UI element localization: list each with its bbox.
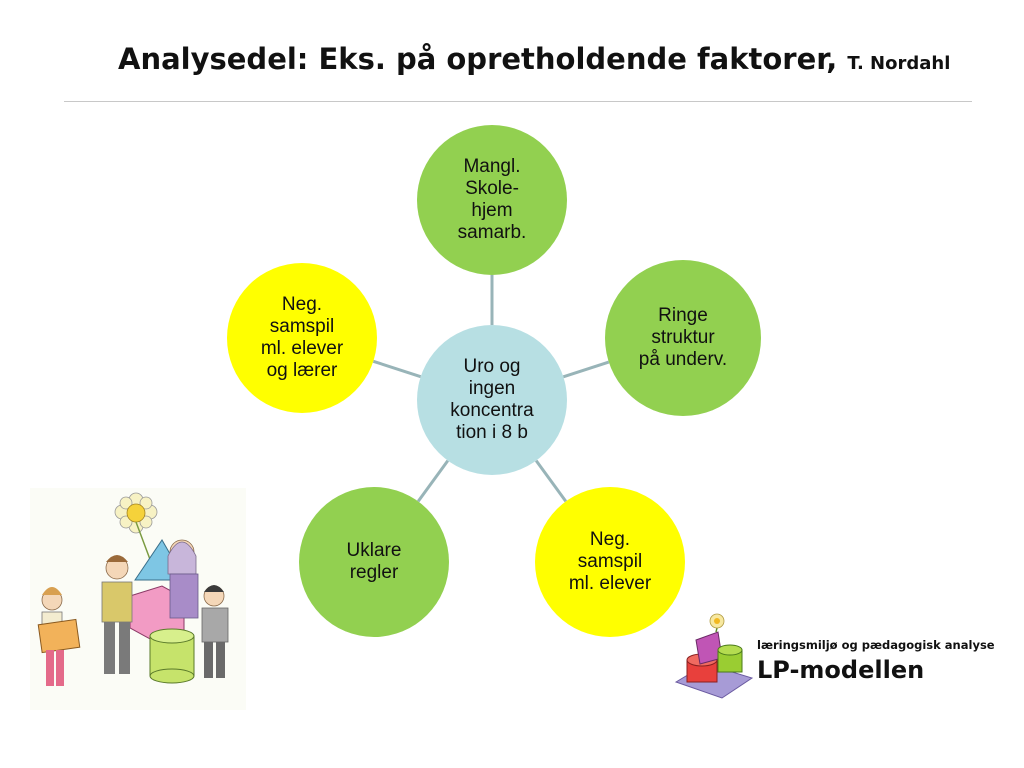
factor-node-top-label-line: hjem <box>471 200 513 221</box>
central-problem-label-line: tion i 8 b <box>456 422 528 443</box>
factor-node-top-label-line: samarb. <box>457 222 527 243</box>
factor-node-right-label-line: Ringe <box>658 305 708 326</box>
central-problem-label-line: koncentra <box>450 400 534 421</box>
factor-node-left-label-line: og lærer <box>266 360 338 381</box>
factor-node-bottom-right-label <box>535 487 685 637</box>
connector-left <box>373 361 420 376</box>
central-problem-label-line: Uro og <box>463 356 521 377</box>
factor-node-bottom-left-label <box>299 487 449 637</box>
factor-node-top-label-line: Mangl. <box>463 156 521 177</box>
factor-node-left-label-line: Neg. <box>281 294 323 315</box>
factor-node-left-label-line: samspil <box>269 316 335 337</box>
factor-node-top-label <box>417 125 567 275</box>
factor-node-top-label-line: Skole- <box>465 178 519 199</box>
factor-node-bottom-right-label-line: samspil <box>577 551 643 572</box>
logo-subtitle: læringsmiljø og pædagogisk analyse <box>757 638 995 652</box>
title-author: T. Nordahl <box>847 53 951 74</box>
factor-node-left-label <box>227 263 377 413</box>
factor-node-bottom-left-label-line: Uklare <box>346 540 402 561</box>
factor-node-right-label-line: struktur <box>651 327 715 348</box>
lp-logo-icon <box>676 614 752 698</box>
factor-node-bottom-right-label-line: Neg. <box>589 529 631 550</box>
factor-node-right-label-line: på underv. <box>638 349 728 370</box>
connector-right <box>563 362 608 377</box>
factor-node-right-label <box>605 260 761 416</box>
factor-node-left-label-line: ml. elever <box>260 338 344 359</box>
children-building-illustration <box>30 488 246 710</box>
title-text: Analysedel: Eks. på opretholdende faktorer, <box>118 42 838 76</box>
central-problem-label-line: ingen <box>468 378 516 399</box>
factor-node-bottom-left-label-line: regler <box>349 562 399 583</box>
factor-node-bottom-right-label-line: ml. elever <box>568 573 652 594</box>
logo-name: LP-modellen <box>757 656 925 684</box>
central-problem-label <box>417 325 567 475</box>
